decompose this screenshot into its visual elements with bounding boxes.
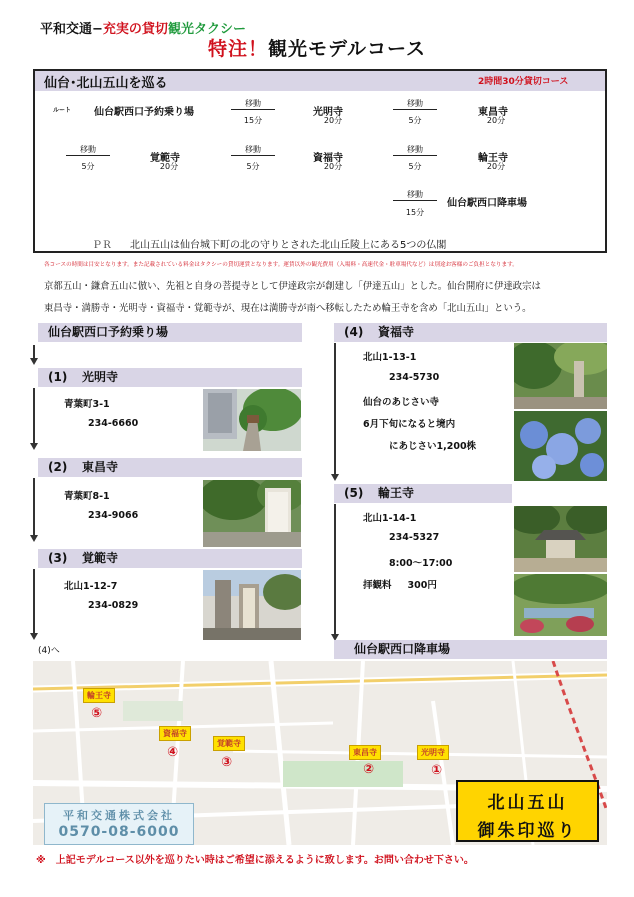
move-line xyxy=(231,109,275,110)
down-arrow-icon xyxy=(30,633,38,640)
move-line xyxy=(393,155,437,156)
map-number-5: ⑤ xyxy=(91,706,103,721)
continue-to-4: (4)へ xyxy=(38,646,60,656)
temple-address: 北山1-12-7 xyxy=(64,581,118,592)
temple-address: 北山1-13-1 xyxy=(363,352,417,363)
map-label-toshoji: 東昌寺 xyxy=(349,745,381,760)
stamp-line-2: 御朱印巡り xyxy=(477,821,578,841)
move-label: 移動 xyxy=(245,99,261,108)
temple-address: 北山1-14-1 xyxy=(363,513,417,524)
left-start-band xyxy=(38,323,302,342)
end-band xyxy=(334,640,607,659)
temple-name: 資福寺 xyxy=(378,325,415,339)
temple-band-1 xyxy=(38,368,302,387)
map-number-2: ② xyxy=(363,762,375,777)
temple-number: (3) xyxy=(48,551,68,565)
move-time: 15分 xyxy=(405,208,425,217)
temple-note-3: にあじさい1,200株 xyxy=(389,441,477,452)
route-duration-badge: 2時間30分貸切コース xyxy=(478,77,569,87)
temple-name: 覚範寺 xyxy=(82,551,119,565)
move-time: 5分 xyxy=(408,116,422,125)
temple-name: 光明寺 xyxy=(82,370,119,384)
komyoji-photo xyxy=(203,389,301,451)
page-title xyxy=(0,34,634,61)
slogan-red: 充実の貸切 xyxy=(102,22,168,37)
temple-name: 輪王寺 xyxy=(378,486,415,500)
stay-time: 20分 xyxy=(323,162,343,171)
title-black: 観光モデルコース xyxy=(267,38,427,60)
down-arrow-icon xyxy=(331,474,339,481)
route-stop-toshoji: 東昌寺 xyxy=(478,107,508,118)
temple-phone: 234-6660 xyxy=(88,418,139,429)
pr-label: ＰＲ xyxy=(92,240,112,251)
map-label-rinnoji: 輪王寺 xyxy=(83,688,115,703)
move-line xyxy=(393,200,437,201)
route-label: ルート xyxy=(53,107,72,114)
company-phone[interactable]: 0570-08-6000 xyxy=(58,824,180,840)
route-stop-start: 仙台駅西口予約乗り場 xyxy=(94,107,194,118)
temple-fee-line xyxy=(363,577,437,591)
flow-line xyxy=(334,504,336,636)
temple-name: 東昌寺 xyxy=(82,460,119,474)
map-label-shifukuji: 資福寺 xyxy=(159,726,191,741)
company-contact-box xyxy=(44,803,194,845)
flow-line xyxy=(33,569,35,634)
header-dash: − xyxy=(92,22,103,37)
temple-band-5 xyxy=(334,484,512,503)
temple-note-2: 6月下旬になると境内 xyxy=(363,419,456,430)
move-label: 移動 xyxy=(80,145,96,154)
company-prefix: 平和交通 xyxy=(40,22,93,37)
map-label-komyoji: 光明寺 xyxy=(417,745,449,760)
down-arrow-icon xyxy=(30,535,38,542)
temple-address: 青葉町3-1 xyxy=(64,399,110,410)
intro-line-1: 京都五山・鎌倉五山に倣い、先祖と自身の菩提寺として伊達政宗が創建し「伊達五山」とした。仙台開府に伊達政宗は xyxy=(44,281,541,292)
temple-phone: 234-5730 xyxy=(389,372,440,383)
slogan-green: 観光タクシー xyxy=(167,22,246,37)
temple-band-3 xyxy=(38,549,302,568)
stay-time: 20分 xyxy=(486,162,506,171)
move-line xyxy=(66,155,110,156)
stay-time: 20分 xyxy=(159,162,179,171)
rinnoji-photo xyxy=(514,506,607,572)
stamp-line-1: 北山五山 xyxy=(487,793,568,813)
route-stop-komyoji: 光明寺 xyxy=(313,107,343,118)
move-time: 15分 xyxy=(243,116,263,125)
pr-text: 北山五山は仙台城下町の北の守りとされた北山丘陵上にある5つの仏閣 xyxy=(130,240,447,251)
intro-line-2: 東昌寺・満勝寺・光明寺・資福寺・覚範寺が、現在は満勝寺が南へ移転したため輪王寺を含め「北山五山」という。 xyxy=(44,303,532,314)
temple-phone: 234-9066 xyxy=(88,510,139,521)
temple-number: (5) xyxy=(344,486,364,500)
temple-phone: 234-5327 xyxy=(389,532,440,543)
move-label: 移動 xyxy=(407,190,423,199)
move-line xyxy=(231,155,275,156)
flow-line xyxy=(33,388,35,444)
down-arrow-icon xyxy=(30,443,38,450)
pr-line xyxy=(92,236,446,251)
start-station-label: 仙台駅西口予約乗り場 xyxy=(48,325,169,339)
hydrangea-photo xyxy=(514,411,607,481)
temple-band-4 xyxy=(334,323,607,342)
route-stop-end: 仙台駅西口降車場 xyxy=(447,198,527,209)
route-title: 仙台･北山五山を巡る xyxy=(44,76,168,91)
down-arrow-icon xyxy=(30,358,38,365)
map-number-3: ③ xyxy=(221,755,233,770)
map-label-kakuhanji: 覚範寺 xyxy=(213,736,245,751)
kakuhanji-photo xyxy=(203,570,301,640)
title-red: 特注！ xyxy=(207,38,268,60)
move-label: 移動 xyxy=(407,99,423,108)
map-number-4: ④ xyxy=(167,745,179,760)
stay-time: 20分 xyxy=(486,116,506,125)
map-number-1: ① xyxy=(431,763,443,778)
stay-time: 20分 xyxy=(323,116,343,125)
end-station-label: 仙台駅西口降車場 xyxy=(354,642,451,656)
move-label: 移動 xyxy=(407,145,423,154)
temple-band-2 xyxy=(38,458,302,477)
move-time: 5分 xyxy=(408,162,422,171)
route-stop-rinnoji: 輪王寺 xyxy=(478,153,508,164)
move-time: 5分 xyxy=(81,162,95,171)
flow-line xyxy=(334,343,336,476)
route-stop-kakuhanji: 覚範寺 xyxy=(150,153,180,164)
temple-note-1: 仙台のあじさい寺 xyxy=(363,397,440,408)
move-label: 移動 xyxy=(245,145,261,154)
fee-label: 拝観料 xyxy=(363,580,392,591)
move-line xyxy=(393,109,437,110)
temple-hours: 8:00～17:00 xyxy=(389,558,453,569)
flow-line xyxy=(33,478,35,536)
temple-phone: 234-0829 xyxy=(88,600,139,611)
temple-number: (2) xyxy=(48,460,68,474)
company-name: 平和交通株式会社 xyxy=(63,809,175,822)
toshoji-photo xyxy=(203,480,301,547)
move-time: 5分 xyxy=(246,162,260,171)
temple-number: (1) xyxy=(48,370,68,384)
shifukuji-photo xyxy=(514,343,607,409)
rinnoji-garden-photo xyxy=(514,574,607,636)
footer-note: ※ 上記モデルコース以外を巡りたい時はご希望に添えるように致します。お問い合わせ下さい。 xyxy=(36,855,474,866)
temple-address: 青葉町8-1 xyxy=(64,491,110,502)
route-stop-shifukuji: 資福寺 xyxy=(313,153,343,164)
disclaimer-note: 各コースの時間は目安となります。また記載されている料金はタクシーの貸切運賃となります。運賃以外の観光費用（入場料・高速代金・駐車場代など）は別途お客様のご負担となります。 xyxy=(44,262,518,268)
goshuin-stamp-box xyxy=(456,780,599,842)
fee-value: 300円 xyxy=(407,580,437,591)
temple-number: (4) xyxy=(344,325,364,339)
